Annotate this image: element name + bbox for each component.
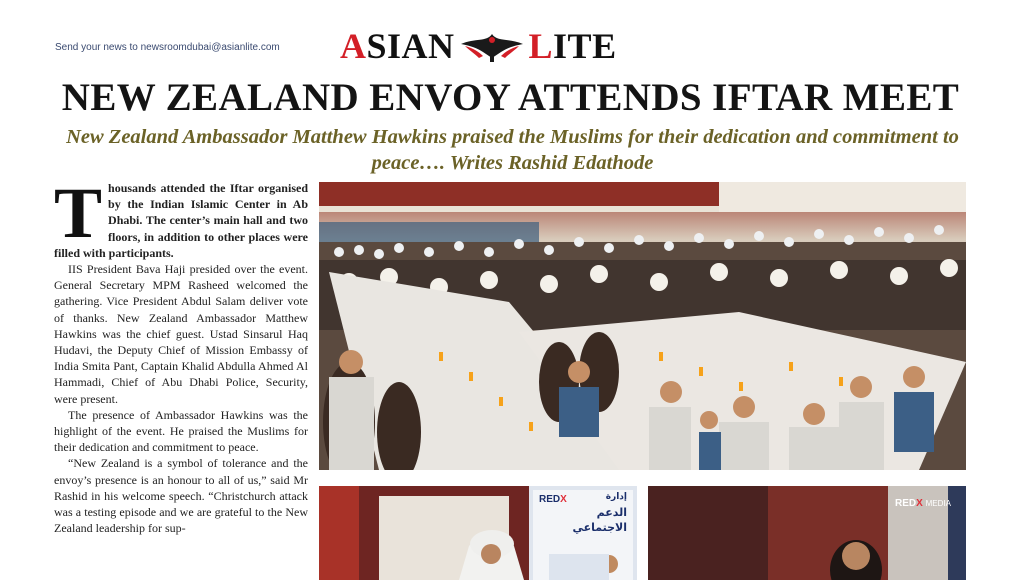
page-header: [0, 0, 1021, 70]
watermark-x: X: [916, 498, 923, 509]
article-headline: NEW ZEALAND ENVOY ATTENDS IFTAR MEET: [61, 76, 960, 119]
banner-subheading: [543, 506, 627, 519]
masthead-lite: LITE: [528, 26, 617, 66]
masthead-asian: ASIAN: [340, 26, 455, 66]
banner-subheading-2: [543, 521, 627, 534]
iftar-hall-image: [319, 182, 966, 470]
banner-logo-red: RED: [539, 494, 561, 505]
watermark-media: MEDIA: [925, 499, 951, 508]
banner-logo-x: X: [560, 494, 567, 505]
watermark-red: RED: [895, 498, 917, 509]
banner-line-1: إدارة: [605, 492, 627, 502]
iftar-hall-photo[interactable]: [319, 182, 966, 470]
banner-line-2: الدعم: [596, 506, 627, 519]
banner-line-3: الاجتماعي: [572, 521, 627, 534]
eagle-emblem-icon: [457, 28, 527, 64]
masthead-lite-rest: ITE: [553, 26, 617, 66]
banner-logo: [539, 494, 567, 505]
photo-watermark: [895, 498, 951, 509]
article-lead-paragraph: [54, 180, 308, 261]
article-body: [54, 180, 308, 580]
masthead-asian-rest: SIAN: [366, 26, 455, 66]
article-paragraph: The presence of Ambassador Hawkins was the highlight of the event. He praised the Muslims for their dedication and commitment to peace.: [54, 407, 308, 455]
guest-photo[interactable]: [648, 486, 966, 580]
send-news-line[interactable]: Send your news to newsroomdubai@asianlite.com: [55, 42, 280, 53]
masthead-logo[interactable]: [340, 26, 617, 66]
drop-cap: T: [54, 180, 103, 253]
speaker-photo[interactable]: [319, 486, 637, 580]
article-paragraph: IIS President Bava Haji presided over the event. General Secretary MPM Rasheed welcomed the gathering. Vice President Abdul Salam deliver vote of thanks. New Zealand Ambassador Matthew Hawkins was the chief guest. Ustad Sinsarul Haq Hudavi, the Deputy Chief of Mission Embassy of India Smita Pant, Captain Khalid Abdulla Ahmed Al Hammadi, Chief of Abu Dhabi Police, Security, were present.: [54, 262, 308, 406]
article-standfirst: New Zealand Ambassador Matthew Hawkins praised the Muslims for their dedication and commitment to peace…. Writes Rashid Edathode: [66, 126, 959, 174]
article-paragraph: “New Zealand is a symbol of tolerance and the envoy’s presence is an honour to all of us,” said Mr Rashid in his welcome speech. “Christchurch attack was a testing episode and we are grateful to the New Zealand leadership for sup-: [54, 456, 308, 536]
article-lead-text: housands attended the Iftar organised by the Indian Islamic Center in Ab Dhabi. The center’s main hall and two floors, in addition to other places were filled with participants.: [54, 181, 308, 260]
